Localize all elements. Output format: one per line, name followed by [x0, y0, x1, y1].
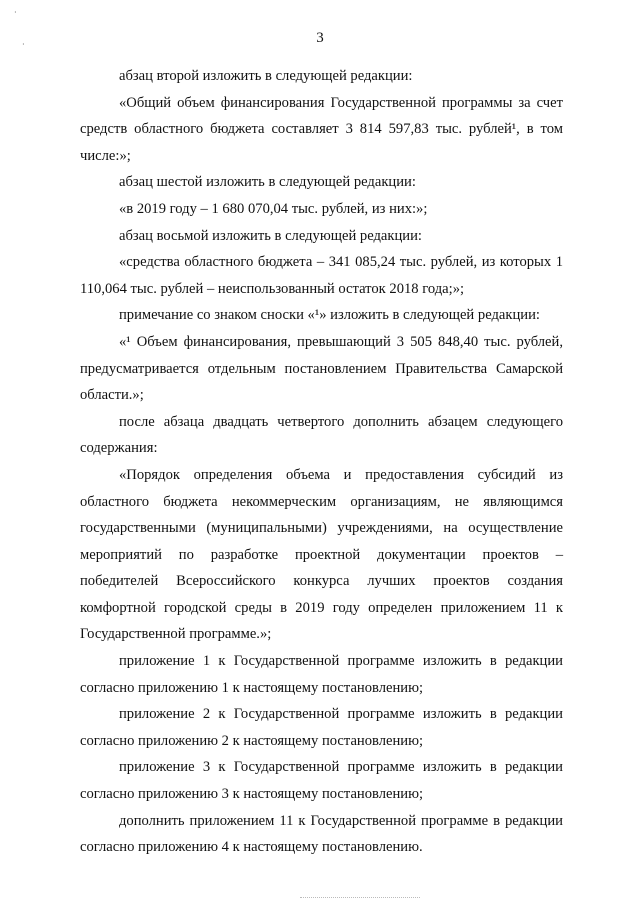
- document-body: [80, 63, 563, 861]
- paragraph: приложение 2 к Государственной программе изложить в редакции согласно приложению 2 к настоящему постановлению;: [80, 706, 563, 749]
- paragraph: «¹ Объем финансирования, превышающий 3 505 848,40 тыс. рублей, предусматривается отдельным постановлением Правительства Самарской области.»;: [80, 333, 563, 404]
- paragraph: после абзаца двадцать четвертого дополнить абзацем следующего содержания:: [80, 413, 563, 457]
- page-number: 3: [316, 30, 324, 46]
- paragraph: абзац восьмой изложить в следующей редакции:: [119, 227, 422, 244]
- margin-mark: ·: [22, 40, 25, 49]
- margin-mark: ·: [14, 8, 17, 17]
- paragraph: «Общий объем финансирования Государственной программы за счет средств областного бюджета составляет 3 814 597,83 тыс. рублей¹, в том числе:»;: [80, 94, 563, 164]
- paragraph: «Порядок определения объема и предоставления субсидий из областного бюджета некоммерческим организациям, не являющимся государственными (муниципальными) учреждениями, на осуществление мероприятий по разработке проектной документации проектов – победителей Всероссийского конкурса лучших проектов создания комфортной городской среды в 2019 году определен приложением 11 к Государственной программе.»;: [80, 466, 563, 643]
- paragraph: приложение 3 к Государственной программе изложить в редакции согласно приложению 3 к настоящему постановлению;: [80, 759, 563, 803]
- paragraph: примечание со знаком сноски «¹» изложить в следующей редакции:: [119, 307, 540, 324]
- paragraph: «средства областного бюджета – 341 085,24 тыс. рублей, из которых 1 110,064 тыс. рублей – неиспользованный остаток 2018 года;»;: [80, 254, 563, 297]
- paragraph: приложение 1 к Государственной программе изложить в редакции согласно приложению 1 к настоящему постановлению;: [80, 653, 563, 696]
- scan-artifact: [300, 897, 420, 899]
- paragraph: «в 2019 году – 1 680 070,04 тыс. рублей, из них:»;: [119, 200, 428, 217]
- paragraph: абзац шестой изложить в следующей редакции:: [119, 174, 416, 191]
- paragraph: абзац второй изложить в следующей редакции:: [119, 68, 413, 84]
- paragraph: дополнить приложением 11 к Государственной программе в редакции согласно приложению 4 к настоящему постановлению.: [80, 812, 563, 856]
